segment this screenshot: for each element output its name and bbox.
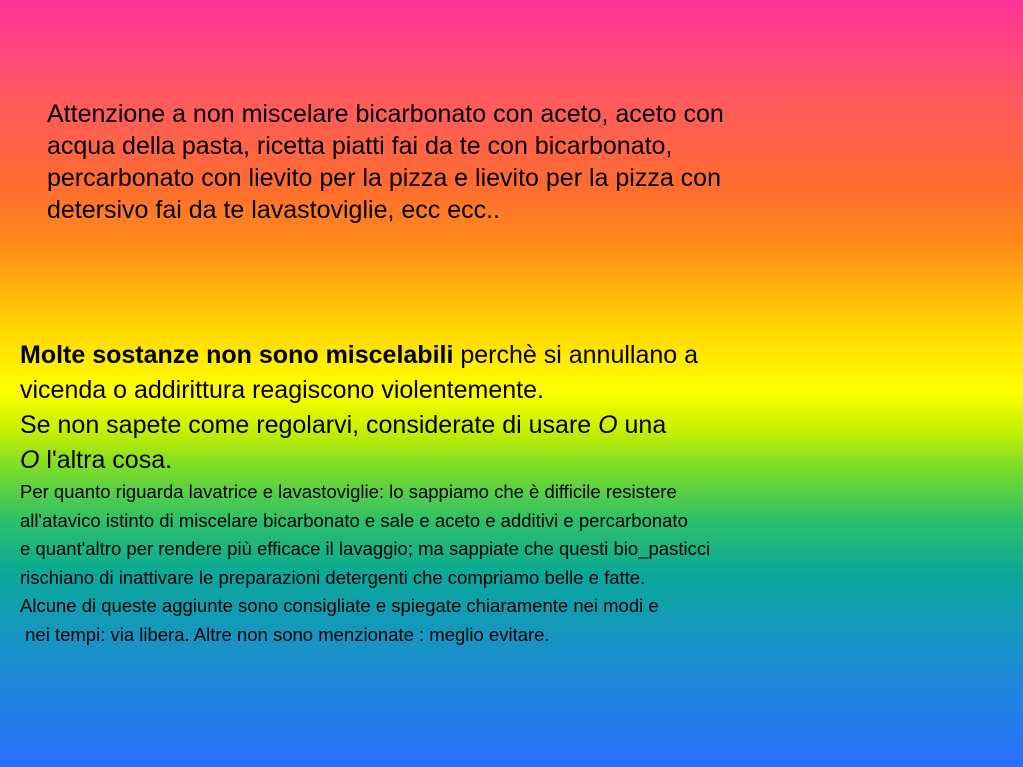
line3-end: una — [617, 411, 667, 439]
main-paragraph — [20, 338, 1010, 649]
intro-paragraph — [47, 98, 1005, 226]
line4-rest: l'altra cosa. — [39, 446, 173, 474]
main-line-3 — [20, 408, 1010, 443]
bold-phrase: Molte sostanze non sono miscelabili — [20, 341, 454, 369]
main-line-2: vicenda o addirittura reagiscono violentemente. — [20, 376, 544, 404]
main-line-4 — [20, 443, 1010, 478]
intro-line: detersivo fai da te lavastoviglie, ecc ecc.. — [47, 196, 501, 224]
line3-text: Se non sapete come regolarvi, considerate di usare — [20, 411, 599, 439]
small-line: e quant'altro per rendere più efficace il lavaggio; ma sappiate che questi bio_pasticci — [20, 538, 711, 559]
intro-line: Attenzione a non miscelare bicarbonato con aceto, aceto con — [47, 100, 724, 128]
line1-rest: perchè si annullano a — [453, 341, 699, 369]
small-line: all'atavico istinto di miscelare bicarbonato e sale e aceto e additivi e percarbonato — [20, 509, 688, 531]
small-line: rischiano di inattivare le preparazioni detergenti che compriamo belle e fatte. — [20, 566, 646, 588]
small-line: Alcune di queste aggiunte sono consigliate e spiegate chiaramente nei modi e — [20, 595, 659, 616]
main-line-1 — [20, 338, 1010, 373]
intro-line: percarbonato con lievito per la pizza e lievito per la pizza con — [47, 164, 721, 192]
intro-line: acqua della pasta, ricetta piatti fai da te con bicarbonato, — [47, 132, 673, 160]
italic-o: O — [598, 411, 618, 439]
italic-o: O — [20, 446, 40, 474]
small-line: nei tempi: via libera. Altre non sono menzionate : meglio evitare. — [20, 623, 550, 645]
small-line: Per quanto riguarda lavatrice e lavastoviglie: lo sappiamo che è difficile resistere — [20, 481, 677, 502]
